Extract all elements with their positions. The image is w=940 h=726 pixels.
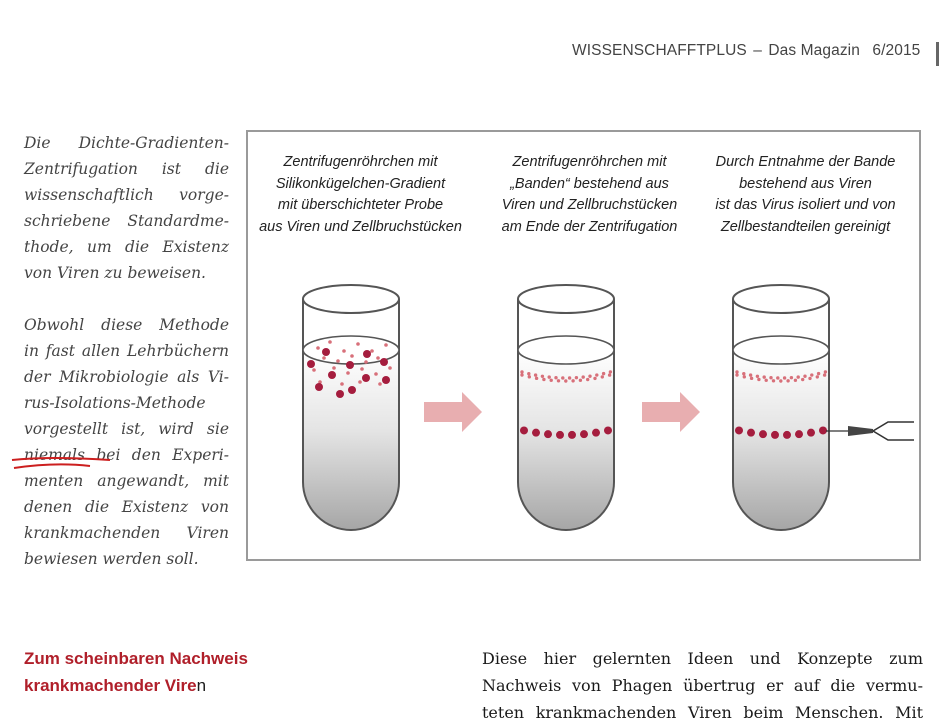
debris-band-dot	[595, 373, 598, 376]
virus-dot	[322, 348, 330, 356]
virus-dot	[362, 374, 370, 382]
sidebar-line: niemals bei den Experi-	[24, 446, 229, 464]
virus-dot	[348, 386, 356, 394]
virus-band-dot	[568, 431, 576, 439]
sidebar-line: wissenschaftlich vorge-	[24, 186, 229, 204]
caption-line: Silikonkügelchen-Gradient	[275, 175, 446, 192]
debris-band-dot	[801, 378, 804, 381]
debris-band-dot	[824, 370, 827, 373]
sidebar-line: in fast allen Lehrbüchern	[24, 342, 229, 360]
sidebar-line: Zentrifugation ist die	[24, 160, 229, 178]
debris-dot	[370, 349, 374, 353]
debris-dot	[312, 368, 316, 372]
debris-band-dot	[575, 376, 578, 379]
debris-band-dot	[520, 370, 523, 373]
debris-band-dot	[528, 375, 531, 378]
debris-band-dot	[735, 373, 738, 376]
sidebar-line: schriebene Standardme-	[24, 212, 229, 230]
debris-band-dot	[763, 375, 766, 378]
debris-dot	[374, 372, 378, 376]
debris-dot	[364, 360, 368, 364]
debris-band-dot	[808, 377, 811, 380]
debris-band-dot	[548, 375, 551, 378]
debris-band-dot	[609, 370, 612, 373]
caption-step-3	[698, 152, 913, 238]
virus-dot	[328, 371, 336, 379]
debris-band-dot	[810, 373, 813, 376]
debris-band-dot	[535, 377, 538, 380]
debris-band-dot	[794, 379, 797, 382]
body-paragraph	[482, 645, 923, 726]
caption-line: am Ende der Zentrifugation	[501, 218, 678, 235]
debris-band-dot	[554, 376, 557, 379]
debris-band-dot	[735, 370, 738, 373]
debris-band-dot	[743, 375, 746, 378]
debris-dot	[332, 366, 336, 370]
debris-band-dot	[586, 378, 589, 381]
debris-band-dot	[776, 376, 779, 379]
debris-band-dot	[571, 379, 574, 382]
caption-line: mit überschichteter Probe	[277, 197, 444, 213]
virus-band-dot	[520, 426, 528, 434]
virus-band-dot	[604, 426, 612, 434]
sidebar-line: bewiesen werden soll.	[24, 550, 199, 568]
debris-dot	[316, 346, 320, 350]
virus-band-dot	[592, 429, 600, 437]
debris-dot	[336, 359, 340, 363]
debris-band-dot	[765, 379, 768, 382]
debris-band-dot	[786, 379, 789, 382]
tube-2-liquid	[518, 350, 614, 530]
caption-line: Zellbestandteilen gereinigt	[720, 218, 891, 235]
tube-3-liquid	[733, 350, 829, 530]
debris-band-dot	[601, 375, 604, 378]
tube-3-rim	[733, 285, 829, 313]
header-separator: –	[753, 42, 762, 59]
debris-band-dot	[757, 378, 760, 381]
virus-dot	[336, 390, 344, 398]
virus-band-dot	[759, 430, 767, 438]
debris-band-dot	[561, 376, 564, 379]
virus-dot	[380, 358, 388, 366]
debris-band-dot	[534, 373, 537, 376]
debris-band-dot	[750, 377, 753, 380]
running-header	[572, 42, 920, 60]
sidebar-line: Obwohl diese Methode	[24, 316, 229, 334]
virus-band-dot	[795, 430, 803, 438]
sidebar-line: vorgestellt ist, wird sie	[24, 420, 229, 438]
tube-1-rim	[303, 285, 399, 313]
heading-line-2-tail: n	[196, 676, 207, 695]
virus-band-dot	[544, 430, 552, 438]
debris-band-dot	[527, 372, 530, 375]
debris-band-dot	[790, 376, 793, 379]
debris-band-dot	[823, 373, 826, 376]
virus-band-dot	[819, 426, 827, 434]
tube-3-surface	[733, 336, 829, 364]
debris-band-dot	[541, 375, 544, 378]
virus-band-dot	[747, 429, 755, 437]
sidebar-line: krankmachenden Viren	[24, 524, 229, 542]
debris-band-dot	[593, 377, 596, 380]
debris-band-dot	[520, 373, 523, 376]
virus-dot	[346, 361, 354, 369]
body-line: teten krankmachenden Viren beim Menschen. Mit	[482, 703, 923, 722]
debris-dot	[388, 366, 392, 370]
debris-band-dot	[742, 372, 745, 375]
caption-line: „Banden“ bestehend aus	[510, 175, 669, 192]
issue-number: 6/2015	[872, 42, 921, 59]
debris-dot	[342, 349, 346, 353]
sidebar-line: denen die Existenz von	[24, 498, 229, 516]
debris-band-dot	[756, 375, 759, 378]
debris-band-dot	[749, 373, 752, 376]
debris-band-dot	[797, 375, 800, 378]
debris-dot	[360, 367, 364, 371]
tube-2-surface	[518, 336, 614, 364]
debris-band-dot	[582, 375, 585, 378]
publication-name: WISSENSCHAFFTPLUS	[572, 42, 747, 59]
sidebar-paragraph-1	[24, 130, 229, 286]
debris-band-dot	[816, 375, 819, 378]
debris-dot	[384, 343, 388, 347]
publication-subtitle: Das Magazin	[768, 42, 860, 59]
heading-line-2-red: krankmachender Vire	[24, 676, 197, 695]
process-arrow	[642, 392, 700, 432]
virus-dot	[363, 350, 371, 358]
debris-band-dot	[779, 379, 782, 382]
debris-band-dot	[817, 372, 820, 375]
centrifugation-figure	[246, 130, 921, 561]
debris-band-dot	[542, 378, 545, 381]
red-underline-mark	[10, 454, 115, 474]
debris-dot	[376, 356, 380, 360]
debris-dot	[356, 342, 360, 346]
caption-line: ist das Virus isoliert und von	[715, 197, 896, 213]
caption-line: Durch Entnahme der Bande	[715, 154, 896, 170]
debris-dot	[358, 380, 362, 384]
sidebar-line: von Viren zu beweisen.	[24, 264, 206, 282]
debris-dot	[378, 382, 382, 386]
debris-band-dot	[550, 379, 553, 382]
heading-line-2	[24, 672, 248, 699]
debris-dot	[322, 356, 326, 360]
debris-band-dot	[579, 379, 582, 382]
sidebar-text	[24, 130, 229, 572]
debris-band-dot	[608, 373, 611, 376]
debris-band-dot	[602, 372, 605, 375]
debris-band-dot	[557, 379, 560, 382]
virus-band-dot	[556, 431, 564, 439]
debris-band-dot	[769, 376, 772, 379]
debris-band-dot	[564, 379, 567, 382]
virus-dot	[382, 376, 390, 384]
caption-line: aus Viren und Zellbruchstücken	[259, 218, 462, 235]
debris-dot	[350, 354, 354, 358]
sidebar-line: rus-Isolations-Methode	[24, 394, 206, 412]
tube-2-rim	[518, 285, 614, 313]
virus-band-dot	[532, 429, 540, 437]
sidebar-line: thode, um die Existenz	[24, 238, 229, 256]
debris-dot	[346, 371, 350, 375]
debris-band-dot	[568, 376, 571, 379]
virus-band-dot	[580, 430, 588, 438]
debris-dot	[328, 340, 332, 344]
debris-band-dot	[783, 376, 786, 379]
virus-band-dot	[771, 431, 779, 439]
virus-dot	[315, 383, 323, 391]
heading-line-1: Zum scheinbaren Nachweis	[24, 649, 248, 668]
sidebar-line: menten angewandt, mit	[24, 472, 229, 490]
debris-band-dot	[772, 379, 775, 382]
body-line: Nachweis von Phagen übertrug er auf die vermu-	[482, 676, 923, 695]
virus-band-dot	[735, 426, 743, 434]
instrument-handle	[873, 422, 914, 440]
sidebar-line: Die Dichte-Gradienten-	[24, 134, 229, 152]
debris-band-dot	[588, 375, 591, 378]
caption-step-2	[482, 152, 697, 238]
caption-line: Zentrifugenröhrchen mit	[283, 154, 438, 170]
virus-band-dot	[807, 429, 815, 437]
caption-line: Zentrifugenröhrchen mit	[512, 154, 667, 170]
sidebar-line: der Mikrobiologie als Vi-	[24, 368, 229, 386]
instrument-body	[848, 426, 873, 436]
header-edge-mark	[936, 42, 939, 66]
sidebar-paragraph-2	[24, 312, 229, 572]
virus-band-dot	[783, 431, 791, 439]
caption-step-1	[253, 152, 468, 238]
caption-line: Viren und Zellbruchstücken	[501, 197, 678, 213]
process-arrow	[424, 392, 482, 432]
body-line: Diese hier gelernten Ideen und Konzepte zum	[482, 649, 923, 668]
debris-dot	[340, 382, 344, 386]
caption-line: bestehend aus Viren	[739, 175, 872, 192]
section-heading	[24, 645, 248, 699]
virus-dot	[307, 360, 315, 368]
debris-band-dot	[803, 375, 806, 378]
